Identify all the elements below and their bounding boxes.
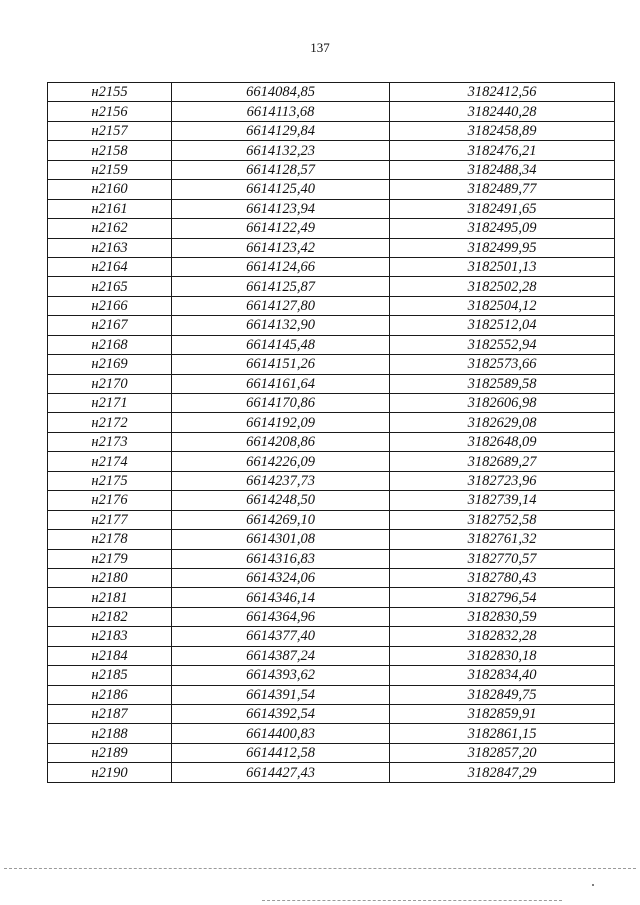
y-coordinate-cell: 3182552,94 — [390, 335, 615, 354]
point-name-cell: н2163 — [48, 238, 172, 257]
point-name-cell: н2174 — [48, 452, 172, 471]
x-coordinate-cell: 6614316,83 — [172, 549, 390, 568]
table-row — [48, 335, 615, 354]
y-coordinate-cell: 3182648,09 — [390, 432, 615, 451]
x-coordinate-cell: 6614128,57 — [172, 160, 390, 179]
x-coordinate-cell: 6614412,58 — [172, 743, 390, 762]
x-coordinate-cell: 6614084,85 — [172, 83, 390, 102]
table-row — [48, 257, 615, 276]
point-name-cell: н2169 — [48, 355, 172, 374]
scan-artifact-line-lower — [262, 900, 562, 901]
y-coordinate-cell: 3182629,08 — [390, 413, 615, 432]
table-row — [48, 102, 615, 121]
y-coordinate-cell: 3182834,40 — [390, 666, 615, 685]
x-coordinate-cell: 6614129,84 — [172, 121, 390, 140]
x-coordinate-cell: 6614301,08 — [172, 530, 390, 549]
table-row — [48, 277, 615, 296]
table-row — [48, 141, 615, 160]
table-row — [48, 549, 615, 568]
point-name-cell: н2172 — [48, 413, 172, 432]
y-coordinate-cell: 3182830,18 — [390, 646, 615, 665]
point-name-cell: н2178 — [48, 530, 172, 549]
y-coordinate-cell: 3182830,59 — [390, 607, 615, 626]
point-name-cell: н2162 — [48, 219, 172, 238]
x-coordinate-cell: 6614151,26 — [172, 355, 390, 374]
y-coordinate-cell: 3182499,95 — [390, 238, 615, 257]
table-row — [48, 743, 615, 762]
table-row — [48, 491, 615, 510]
x-coordinate-cell: 6614161,64 — [172, 374, 390, 393]
y-coordinate-cell: 3182761,32 — [390, 530, 615, 549]
x-coordinate-cell: 6614364,96 — [172, 607, 390, 626]
y-coordinate-cell: 3182857,20 — [390, 743, 615, 762]
point-name-cell: н2166 — [48, 296, 172, 315]
point-name-cell: н2173 — [48, 432, 172, 451]
table-row — [48, 763, 615, 782]
x-coordinate-cell: 6614208,86 — [172, 432, 390, 451]
x-coordinate-cell: 6614324,06 — [172, 568, 390, 587]
y-coordinate-cell: 3182689,27 — [390, 452, 615, 471]
x-coordinate-cell: 6614132,23 — [172, 141, 390, 160]
point-name-cell: н2159 — [48, 160, 172, 179]
scan-artifact-line — [4, 868, 636, 869]
table-row — [48, 685, 615, 704]
x-coordinate-cell: 6614170,86 — [172, 394, 390, 413]
x-coordinate-cell: 6614123,42 — [172, 238, 390, 257]
x-coordinate-cell: 6614387,24 — [172, 646, 390, 665]
point-name-cell: н2182 — [48, 607, 172, 626]
y-coordinate-cell: 3182476,21 — [390, 141, 615, 160]
x-coordinate-cell: 6614122,49 — [172, 219, 390, 238]
table-row — [48, 705, 615, 724]
point-name-cell: н2184 — [48, 646, 172, 665]
table-row — [48, 588, 615, 607]
y-coordinate-cell: 3182573,66 — [390, 355, 615, 374]
y-coordinate-cell: 3182504,12 — [390, 296, 615, 315]
point-name-cell: н2164 — [48, 257, 172, 276]
x-coordinate-cell: 6614145,48 — [172, 335, 390, 354]
point-name-cell: н2189 — [48, 743, 172, 762]
point-name-cell: н2167 — [48, 316, 172, 335]
point-name-cell: н2156 — [48, 102, 172, 121]
table-row — [48, 121, 615, 140]
table-row — [48, 316, 615, 335]
point-name-cell: н2177 — [48, 510, 172, 529]
table-row — [48, 394, 615, 413]
x-coordinate-cell: 6614132,90 — [172, 316, 390, 335]
point-name-cell: н2168 — [48, 335, 172, 354]
x-coordinate-cell: 6614400,83 — [172, 724, 390, 743]
table-row — [48, 413, 615, 432]
y-coordinate-cell: 3182589,58 — [390, 374, 615, 393]
table-row — [48, 199, 615, 218]
point-name-cell: н2181 — [48, 588, 172, 607]
y-coordinate-cell: 3182458,89 — [390, 121, 615, 140]
coordinates-table — [47, 82, 615, 783]
y-coordinate-cell: 3182606,98 — [390, 394, 615, 413]
y-coordinate-cell: 3182502,28 — [390, 277, 615, 296]
x-coordinate-cell: 6614237,73 — [172, 471, 390, 490]
y-coordinate-cell: 3182861,15 — [390, 724, 615, 743]
y-coordinate-cell: 3182512,04 — [390, 316, 615, 335]
point-name-cell: н2157 — [48, 121, 172, 140]
table-row — [48, 219, 615, 238]
point-name-cell: н2160 — [48, 180, 172, 199]
x-coordinate-cell: 6614427,43 — [172, 763, 390, 782]
point-name-cell: н2171 — [48, 394, 172, 413]
table-row — [48, 432, 615, 451]
coordinates-table-body — [48, 83, 615, 783]
table-row — [48, 568, 615, 587]
y-coordinate-cell: 3182739,14 — [390, 491, 615, 510]
y-coordinate-cell: 3182832,28 — [390, 627, 615, 646]
table-row — [48, 471, 615, 490]
table-row — [48, 374, 615, 393]
x-coordinate-cell: 6614226,09 — [172, 452, 390, 471]
y-coordinate-cell: 3182488,34 — [390, 160, 615, 179]
table-row — [48, 724, 615, 743]
y-coordinate-cell: 3182489,77 — [390, 180, 615, 199]
table-row — [48, 646, 615, 665]
x-coordinate-cell: 6614125,40 — [172, 180, 390, 199]
point-name-cell: н2187 — [48, 705, 172, 724]
y-coordinate-cell: 3182796,54 — [390, 588, 615, 607]
y-coordinate-cell: 3182770,57 — [390, 549, 615, 568]
point-name-cell: н2155 — [48, 83, 172, 102]
table-row — [48, 607, 615, 626]
y-coordinate-cell: 3182849,75 — [390, 685, 615, 704]
table-row — [48, 530, 615, 549]
x-coordinate-cell: 6614392,54 — [172, 705, 390, 724]
point-name-cell: н2176 — [48, 491, 172, 510]
point-name-cell: н2161 — [48, 199, 172, 218]
x-coordinate-cell: 6614192,09 — [172, 413, 390, 432]
table-row — [48, 627, 615, 646]
table-row — [48, 452, 615, 471]
y-coordinate-cell: 3182752,58 — [390, 510, 615, 529]
y-coordinate-cell: 3182501,13 — [390, 257, 615, 276]
table-row — [48, 238, 615, 257]
table-row — [48, 296, 615, 315]
point-name-cell: н2158 — [48, 141, 172, 160]
x-coordinate-cell: 6614393,62 — [172, 666, 390, 685]
point-name-cell: н2188 — [48, 724, 172, 743]
point-name-cell: н2180 — [48, 568, 172, 587]
table-row — [48, 510, 615, 529]
table-row — [48, 355, 615, 374]
page-number: 137 — [310, 40, 330, 55]
point-name-cell: н2186 — [48, 685, 172, 704]
table-row — [48, 83, 615, 102]
y-coordinate-cell: 3182723,96 — [390, 471, 615, 490]
x-coordinate-cell: 6614248,50 — [172, 491, 390, 510]
y-coordinate-cell: 3182440,28 — [390, 102, 615, 121]
y-coordinate-cell: 3182859,91 — [390, 705, 615, 724]
y-coordinate-cell: 3182495,09 — [390, 219, 615, 238]
x-coordinate-cell: 6614377,40 — [172, 627, 390, 646]
scan-artifact-dot — [592, 884, 594, 886]
point-name-cell: н2179 — [48, 549, 172, 568]
point-name-cell: н2165 — [48, 277, 172, 296]
x-coordinate-cell: 6614123,94 — [172, 199, 390, 218]
x-coordinate-cell: 6614125,87 — [172, 277, 390, 296]
point-name-cell: н2175 — [48, 471, 172, 490]
table-row — [48, 160, 615, 179]
point-name-cell: н2170 — [48, 374, 172, 393]
x-coordinate-cell: 6614113,68 — [172, 102, 390, 121]
y-coordinate-cell: 3182491,65 — [390, 199, 615, 218]
x-coordinate-cell: 6614391,54 — [172, 685, 390, 704]
x-coordinate-cell: 6614127,80 — [172, 296, 390, 315]
point-name-cell: н2190 — [48, 763, 172, 782]
y-coordinate-cell: 3182412,56 — [390, 83, 615, 102]
x-coordinate-cell: 6614269,10 — [172, 510, 390, 529]
y-coordinate-cell: 3182780,43 — [390, 568, 615, 587]
table-row — [48, 666, 615, 685]
table-row — [48, 180, 615, 199]
point-name-cell: н2183 — [48, 627, 172, 646]
x-coordinate-cell: 6614124,66 — [172, 257, 390, 276]
point-name-cell: н2185 — [48, 666, 172, 685]
x-coordinate-cell: 6614346,14 — [172, 588, 390, 607]
y-coordinate-cell: 3182847,29 — [390, 763, 615, 782]
